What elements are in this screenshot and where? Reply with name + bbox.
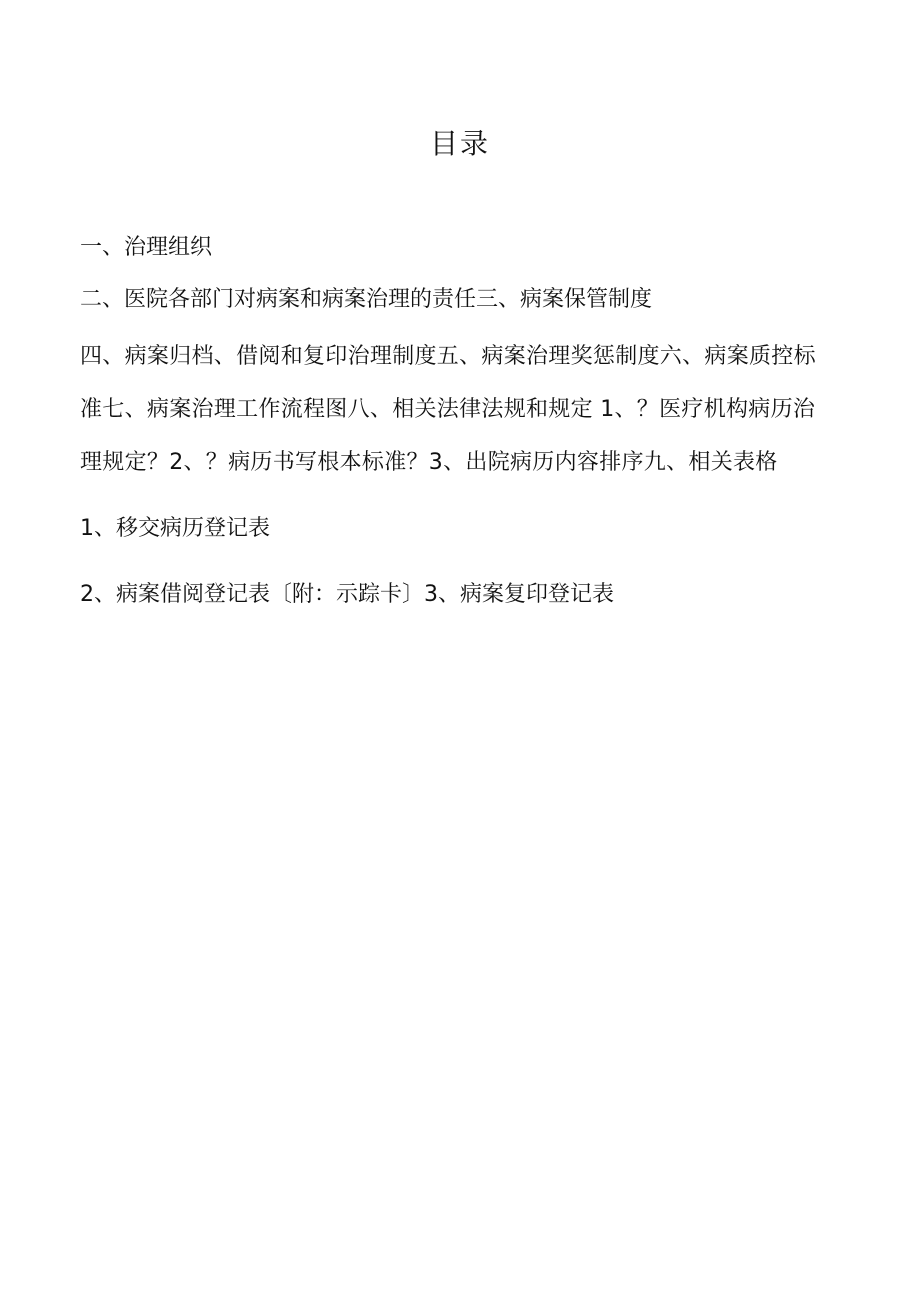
toc-item-organization: 一、治理组织 xyxy=(80,235,213,260)
toc-item-borrow-copy-register: 2、病案借阅登记表〔附：示踪卡〕3、病案复印登记表 xyxy=(80,582,614,607)
toc-paragraph-row: 四、病案归档、借阅和复印治理制度五、病案治理奖惩制度六、病案质控标 xyxy=(80,344,816,369)
toc-paragraph-row: 理规定？2、？病历书写根本标准？3、出院病历内容排序九、相关表格 xyxy=(80,450,778,475)
toc-item-transfer-register: 1、移交病历登记表 xyxy=(80,516,270,541)
toc-paragraph-row: 准七、病案治理工作流程图八、相关法律法规和规定 1、？医疗机构病历治 xyxy=(80,397,816,422)
page-title: 目录 xyxy=(429,127,490,160)
toc-item-responsibilities: 二、医院各部门对病案和病案治理的责任三、病案保管制度 xyxy=(80,287,653,312)
table-of-contents xyxy=(80,228,850,615)
toc-paragraph xyxy=(80,330,850,489)
